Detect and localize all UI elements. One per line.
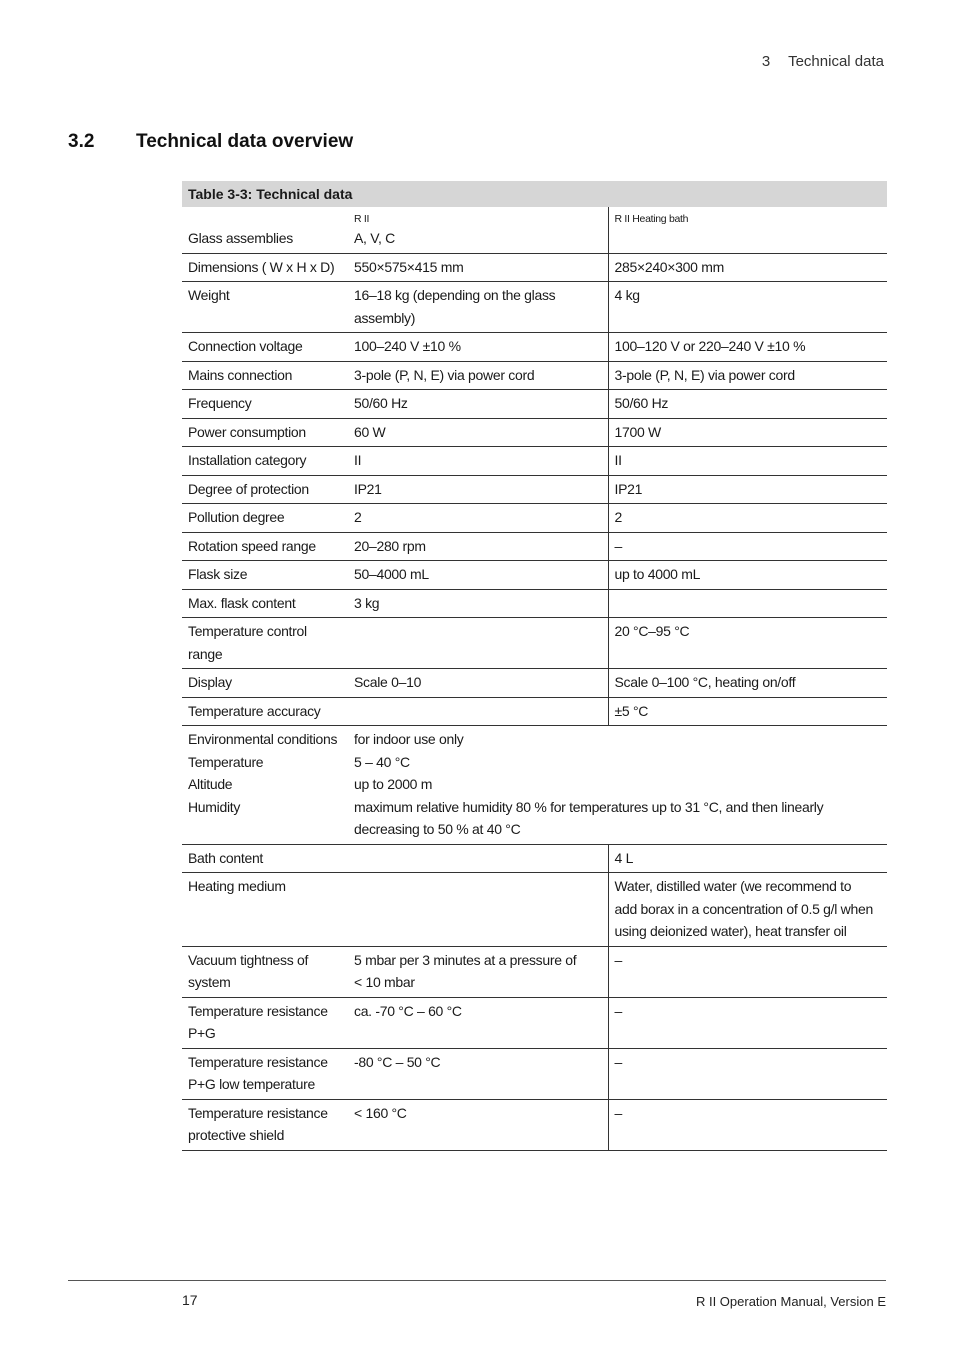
- table-row: [182, 946, 887, 997]
- cell-line: Temperature resistance: [188, 1002, 328, 1019]
- row-label: Connection voltage: [182, 333, 348, 362]
- cell-line: Temperature resistance: [188, 1053, 328, 1070]
- table-row: [182, 333, 887, 362]
- table-row: [182, 226, 887, 253]
- row-value-bath: 50/60 Hz: [608, 390, 887, 419]
- row-label: Glass assemblies: [182, 226, 348, 253]
- row-label: Heating medium: [182, 873, 348, 947]
- cell-line: Environmental conditions: [188, 731, 338, 747]
- cell-line: system: [188, 974, 231, 990]
- row-value-r2: [348, 844, 608, 873]
- row-value-bath: Scale 0–100 °C, heating on/off: [608, 669, 887, 698]
- row-label: [182, 1048, 348, 1099]
- row-value-bath: 20 °C–95 °C: [608, 618, 887, 669]
- table-row: [182, 1048, 887, 1099]
- row-value-bath: ±5 °C: [608, 697, 887, 726]
- cell-line: Temperature: [188, 753, 264, 770]
- technical-data-table-container: [182, 181, 887, 1151]
- row-value-bath: 4 kg: [608, 282, 887, 333]
- table-column-header-row: [182, 207, 887, 226]
- cell-line: protective shield: [188, 1127, 285, 1143]
- row-value-bath: [608, 873, 887, 947]
- row-value-r2: [348, 873, 608, 947]
- table-row: [182, 532, 887, 561]
- row-value-r2: 550×575×415 mm: [348, 253, 608, 282]
- row-label: Installation category: [182, 447, 348, 476]
- row-value-bath: 4 L: [608, 844, 887, 873]
- row-value-r2: -80 °C – 50 °C: [348, 1048, 608, 1099]
- row-value-bath: 2: [608, 504, 887, 533]
- table-row: [182, 589, 887, 618]
- table-row: [182, 447, 887, 476]
- cell-line: P+G low temperature: [188, 1076, 315, 1092]
- row-value-bath: 3-pole (P, N, E) via power cord: [608, 361, 887, 390]
- cell-line: Temperature resistance: [188, 1104, 328, 1121]
- section-number: 3.2: [68, 131, 95, 152]
- cell-line: range: [188, 645, 223, 662]
- cell-line: 5 – 40 °C: [354, 753, 410, 770]
- row-value-bath: –: [608, 997, 887, 1048]
- technical-data-table: [182, 207, 887, 1151]
- cell-line: Humidity: [188, 798, 241, 815]
- row-value-r2: [348, 697, 608, 726]
- row-value-bath: –: [608, 1099, 887, 1150]
- row-value-bath: 100–120 V or 220–240 V ±10 %: [608, 333, 887, 362]
- chapter-number: 3: [761, 53, 771, 70]
- cell-line: add borax in a concentration of 0.5 g/l when: [614, 900, 873, 917]
- row-value-bath: –: [608, 946, 887, 997]
- document-title: R II Operation Manual, Version E: [695, 1294, 886, 1309]
- row-label: [182, 1099, 348, 1150]
- section-title: Technical data overview: [136, 131, 354, 152]
- row-value-r2: IP21: [348, 475, 608, 504]
- cell-line: Temperature control: [188, 623, 307, 639]
- cell-line: up to 2000 m: [354, 776, 433, 792]
- table-row: [182, 390, 887, 419]
- table-row: [182, 873, 887, 947]
- row-value-r2: 2: [348, 504, 608, 533]
- cell-line: decreasing to 50 % at 40 °C: [354, 821, 521, 837]
- row-value-bath: –: [608, 1048, 887, 1099]
- row-label: Degree of protection: [182, 475, 348, 504]
- row-label: Temperature accuracy: [182, 697, 348, 726]
- row-value-r2: 60 W: [348, 418, 608, 447]
- row-value-r2: A, V, C: [348, 226, 608, 253]
- row-label: Pollution degree: [182, 504, 348, 533]
- cell-line: Vacuum tightness of: [188, 951, 309, 968]
- row-value-bath: 285×240×300 mm: [608, 253, 887, 282]
- column-header-bath: R II Heating bath: [614, 213, 689, 225]
- row-value-r2: 3 kg: [348, 589, 608, 618]
- table-row: [182, 726, 887, 845]
- table-row: [182, 697, 887, 726]
- table-row: [182, 418, 887, 447]
- row-value-bath: [608, 589, 887, 618]
- row-label: Bath content: [182, 844, 348, 873]
- section-heading: [68, 131, 353, 153]
- row-label: Max. flask content: [182, 589, 348, 618]
- row-label: [182, 997, 348, 1048]
- cell-line: Water, distilled water (we recommend to: [614, 878, 852, 894]
- row-value-r2: ca. -70 °C – 60 °C: [348, 997, 608, 1048]
- row-value-bath: [608, 226, 887, 253]
- row-label: [182, 618, 348, 669]
- row-label: [182, 726, 348, 845]
- table-row: [182, 475, 887, 504]
- row-label: Weight: [182, 282, 348, 333]
- cell-line: 5 mbar per 3 minutes at a pressure of: [354, 951, 577, 968]
- row-value-bath: IP21: [608, 475, 887, 504]
- cell-line: maximum relative humidity 80 % for temperatures up to 31 °C, and then linearly: [354, 798, 824, 815]
- row-value-r2: 3-pole (P, N, E) via power cord: [348, 361, 608, 390]
- row-value-r2: Scale 0–10: [348, 669, 608, 698]
- row-value-r2: [348, 282, 608, 333]
- cell-line: using deionized water), heat transfer oil: [614, 923, 847, 939]
- cell-line: Altitude: [188, 776, 233, 792]
- cell-line: 16–18 kg (depending on the glass: [354, 287, 556, 303]
- table-row: [182, 282, 887, 333]
- cell-line: for indoor use only: [354, 731, 464, 747]
- table-row: [182, 997, 887, 1048]
- row-value-r2: II: [348, 447, 608, 476]
- footer-divider: [68, 1280, 886, 1281]
- row-value-r2: < 160 °C: [348, 1099, 608, 1150]
- table-row: [182, 253, 887, 282]
- cell-line: assembly): [354, 309, 416, 326]
- table-row: [182, 361, 887, 390]
- table-row: [182, 504, 887, 533]
- column-header-label: [182, 207, 348, 226]
- row-label: Flask size: [182, 561, 348, 590]
- row-value-bath: –: [608, 532, 887, 561]
- row-value-bath: II: [608, 447, 887, 476]
- row-value-spanning: [348, 726, 887, 845]
- chapter-title: Technical data: [788, 53, 884, 70]
- cell-line: P+G: [188, 1025, 216, 1041]
- row-label: Display: [182, 669, 348, 698]
- row-value-r2: 50–4000 mL: [348, 561, 608, 590]
- row-value-r2: 50/60 Hz: [348, 390, 608, 419]
- row-label: Mains connection: [182, 361, 348, 390]
- page-number: 17: [182, 1292, 198, 1308]
- row-value-bath: 1700 W: [608, 418, 887, 447]
- table-row: [182, 1099, 887, 1150]
- table-row: [182, 618, 887, 669]
- table-row: [182, 669, 887, 698]
- row-value-r2: [348, 946, 608, 997]
- row-value-bath: up to 4000 mL: [608, 561, 887, 590]
- row-value-r2: 20–280 rpm: [348, 532, 608, 561]
- running-header: [762, 53, 884, 70]
- column-header-r2: R II: [348, 207, 608, 226]
- row-label: Frequency: [182, 390, 348, 419]
- row-value-r2: [348, 618, 608, 669]
- row-label: Dimensions ( W x H x D): [182, 253, 348, 282]
- cell-line: < 10 mbar: [354, 974, 415, 990]
- row-value-r2: 100–240 V ±10 %: [348, 333, 608, 362]
- row-label: [182, 946, 348, 997]
- table-row: [182, 844, 887, 873]
- table-caption: Table 3-3: Technical data: [182, 181, 887, 207]
- row-label: Rotation speed range: [182, 532, 348, 561]
- table-row: [182, 561, 887, 590]
- row-label: Power consumption: [182, 418, 348, 447]
